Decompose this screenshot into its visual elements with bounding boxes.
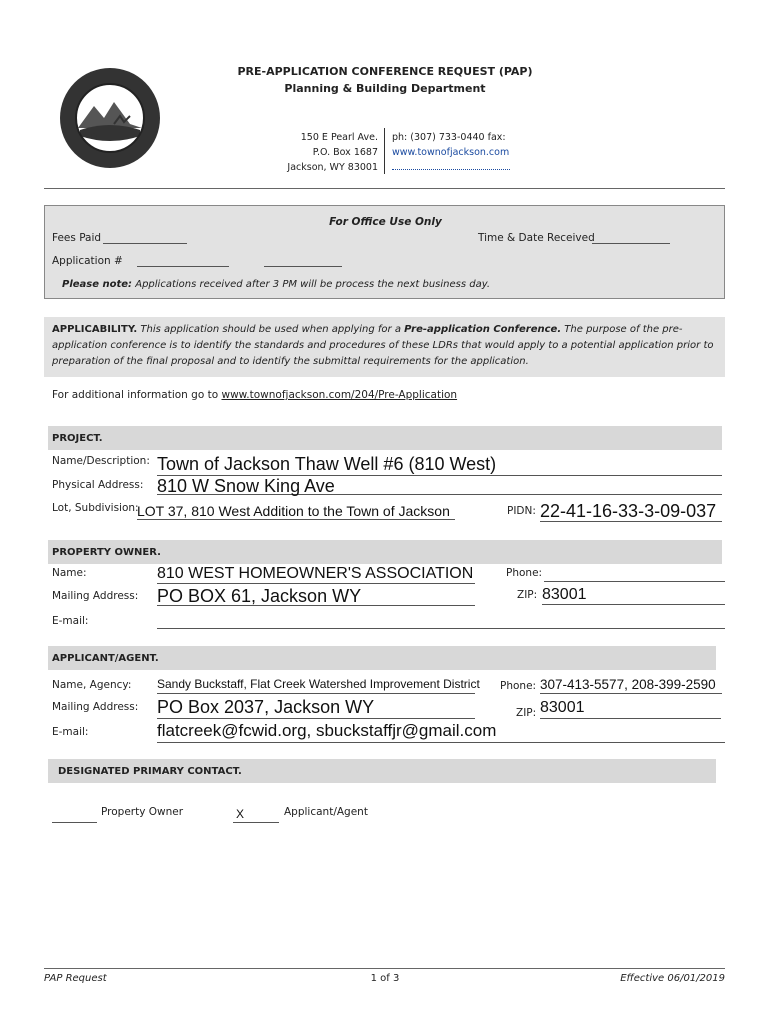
- office-note-bold: Please note:: [62, 279, 133, 290]
- fees-paid-label: Fees Paid: [52, 232, 102, 244]
- lot-subdivision-label: Lot, Subdivision:: [52, 502, 139, 514]
- footer-effective-date: Effective 06/01/2019: [620, 973, 725, 984]
- applicant-email-field[interactable]: flatcreek@fcwid.org, sbuckstaffjr@gmail.com: [157, 721, 725, 743]
- phone-fax-line: ph: (307) 733-0440 fax:: [392, 132, 506, 143]
- owner-mailing-label: Mailing Address:: [52, 590, 139, 602]
- applicant-agent-mark[interactable]: X: [233, 807, 279, 823]
- owner-section-header: PROPERTY OWNER.: [48, 540, 722, 564]
- applicant-section-header: APPLICANT/AGENT.: [48, 646, 716, 670]
- time-date-label: Time & Date Received: [478, 232, 595, 244]
- page-subtitle: Planning & Building Department: [284, 82, 486, 95]
- project-section-header: PROJECT.: [48, 426, 722, 450]
- owner-email-label: E-mail:: [52, 615, 89, 627]
- physical-address-field[interactable]: 810 W Snow King Ave: [157, 477, 722, 495]
- applicability-label: APPLICABILITY.: [52, 324, 138, 335]
- office-note-text: Applications received after 3 PM will be process the next business day.: [132, 279, 491, 290]
- application-number-label: Application #: [52, 255, 123, 267]
- owner-phone-label: Phone:: [506, 567, 543, 579]
- applicability-text-1: This application should be used when applying for a: [137, 324, 405, 335]
- owner-zip-label: ZIP:: [517, 589, 538, 601]
- address-line-2: P.O. Box 1687: [312, 147, 378, 158]
- pidn-field[interactable]: 22-41-16-33-3-09-037: [540, 500, 722, 522]
- footer-rule: [44, 968, 725, 969]
- website-link[interactable]: www.townofjackson.com: [392, 147, 510, 158]
- pidn-label: PIDN:: [507, 505, 536, 517]
- applicability-box: [44, 317, 725, 377]
- property-owner-option-label: Property Owner: [101, 806, 184, 818]
- owner-email-field[interactable]: [157, 613, 725, 629]
- application-number-field-2[interactable]: [264, 255, 342, 267]
- fax-blank: [392, 160, 510, 170]
- primary-contact-section-header: DESIGNATED PRIMARY CONTACT.: [48, 759, 716, 783]
- owner-zip-field[interactable]: 83001: [542, 585, 725, 605]
- owner-name-field[interactable]: 810 WEST HOMEOWNER'S ASSOCIATION: [157, 565, 474, 582]
- applicant-name-label: Name, Agency:: [52, 679, 132, 691]
- address-line-1: 150 E Pearl Ave.: [300, 132, 378, 143]
- office-use-heading: For Office Use Only: [329, 216, 442, 228]
- lot-subdivision-field[interactable]: LOT 37, 810 West Addition to the Town of Jackson: [137, 502, 455, 520]
- owner-mailing-field[interactable]: PO BOX 61, Jackson WY: [157, 586, 475, 606]
- applicant-name-field[interactable]: Sandy Buckstaff, Flat Creek Watershed Improvement District: [157, 676, 475, 694]
- fees-paid-field[interactable]: [103, 232, 187, 244]
- applicant-phone-label: Phone:: [500, 680, 537, 692]
- office-note: [62, 279, 490, 290]
- project-name-label: Name/Description:: [52, 455, 150, 467]
- owner-name-label: Name:: [52, 567, 87, 579]
- office-use-box: [44, 205, 725, 299]
- applicant-mailing-label: Mailing Address:: [52, 701, 139, 713]
- applicant-zip-field[interactable]: 83001: [540, 698, 721, 719]
- applicant-phone-field[interactable]: 307-413-5577, 208-399-2590: [540, 676, 722, 694]
- physical-address-label: Physical Address:: [52, 479, 144, 491]
- applicant-zip-label: ZIP:: [516, 707, 537, 719]
- header-rule: [44, 188, 725, 189]
- footer-form-name: PAP Request: [44, 973, 107, 984]
- page-title: PRE-APPLICATION CONFERENCE REQUEST (PAP): [237, 65, 533, 78]
- project-name-field[interactable]: Town of Jackson Thaw Well #6 (810 West): [157, 454, 722, 476]
- applicant-mailing-field[interactable]: PO Box 2037, Jackson WY: [157, 697, 475, 719]
- more-info-link[interactable]: www.townofjackson.com/204/Pre-Application: [221, 389, 458, 401]
- town-seal-logo: [58, 66, 162, 170]
- address-line-3: Jackson, WY 83001: [287, 162, 378, 173]
- time-date-field[interactable]: [592, 232, 670, 244]
- applicability-text-2: The purpose of the pre-application conference is to identify the standards and procedures of these LDRs that would apply to a potential application prior to preparation of the final proposal and to identify the submittal requirements for the application.: [52, 324, 714, 367]
- owner-phone-field[interactable]: [544, 566, 725, 582]
- property-owner-mark[interactable]: [52, 807, 97, 823]
- address-block: [270, 130, 378, 175]
- more-info-prefix: For additional information go to: [52, 389, 222, 401]
- application-number-field-1[interactable]: [137, 255, 229, 267]
- applicability-text-bold: Pre-application Conference.: [404, 324, 562, 335]
- more-info: [52, 389, 457, 401]
- applicant-agent-option-label: Applicant/Agent: [284, 806, 368, 818]
- header-divider: [384, 128, 385, 174]
- footer-page-number: 1 of 3: [370, 973, 400, 984]
- applicant-email-label: E-mail:: [52, 726, 89, 738]
- contact-block: [392, 130, 510, 170]
